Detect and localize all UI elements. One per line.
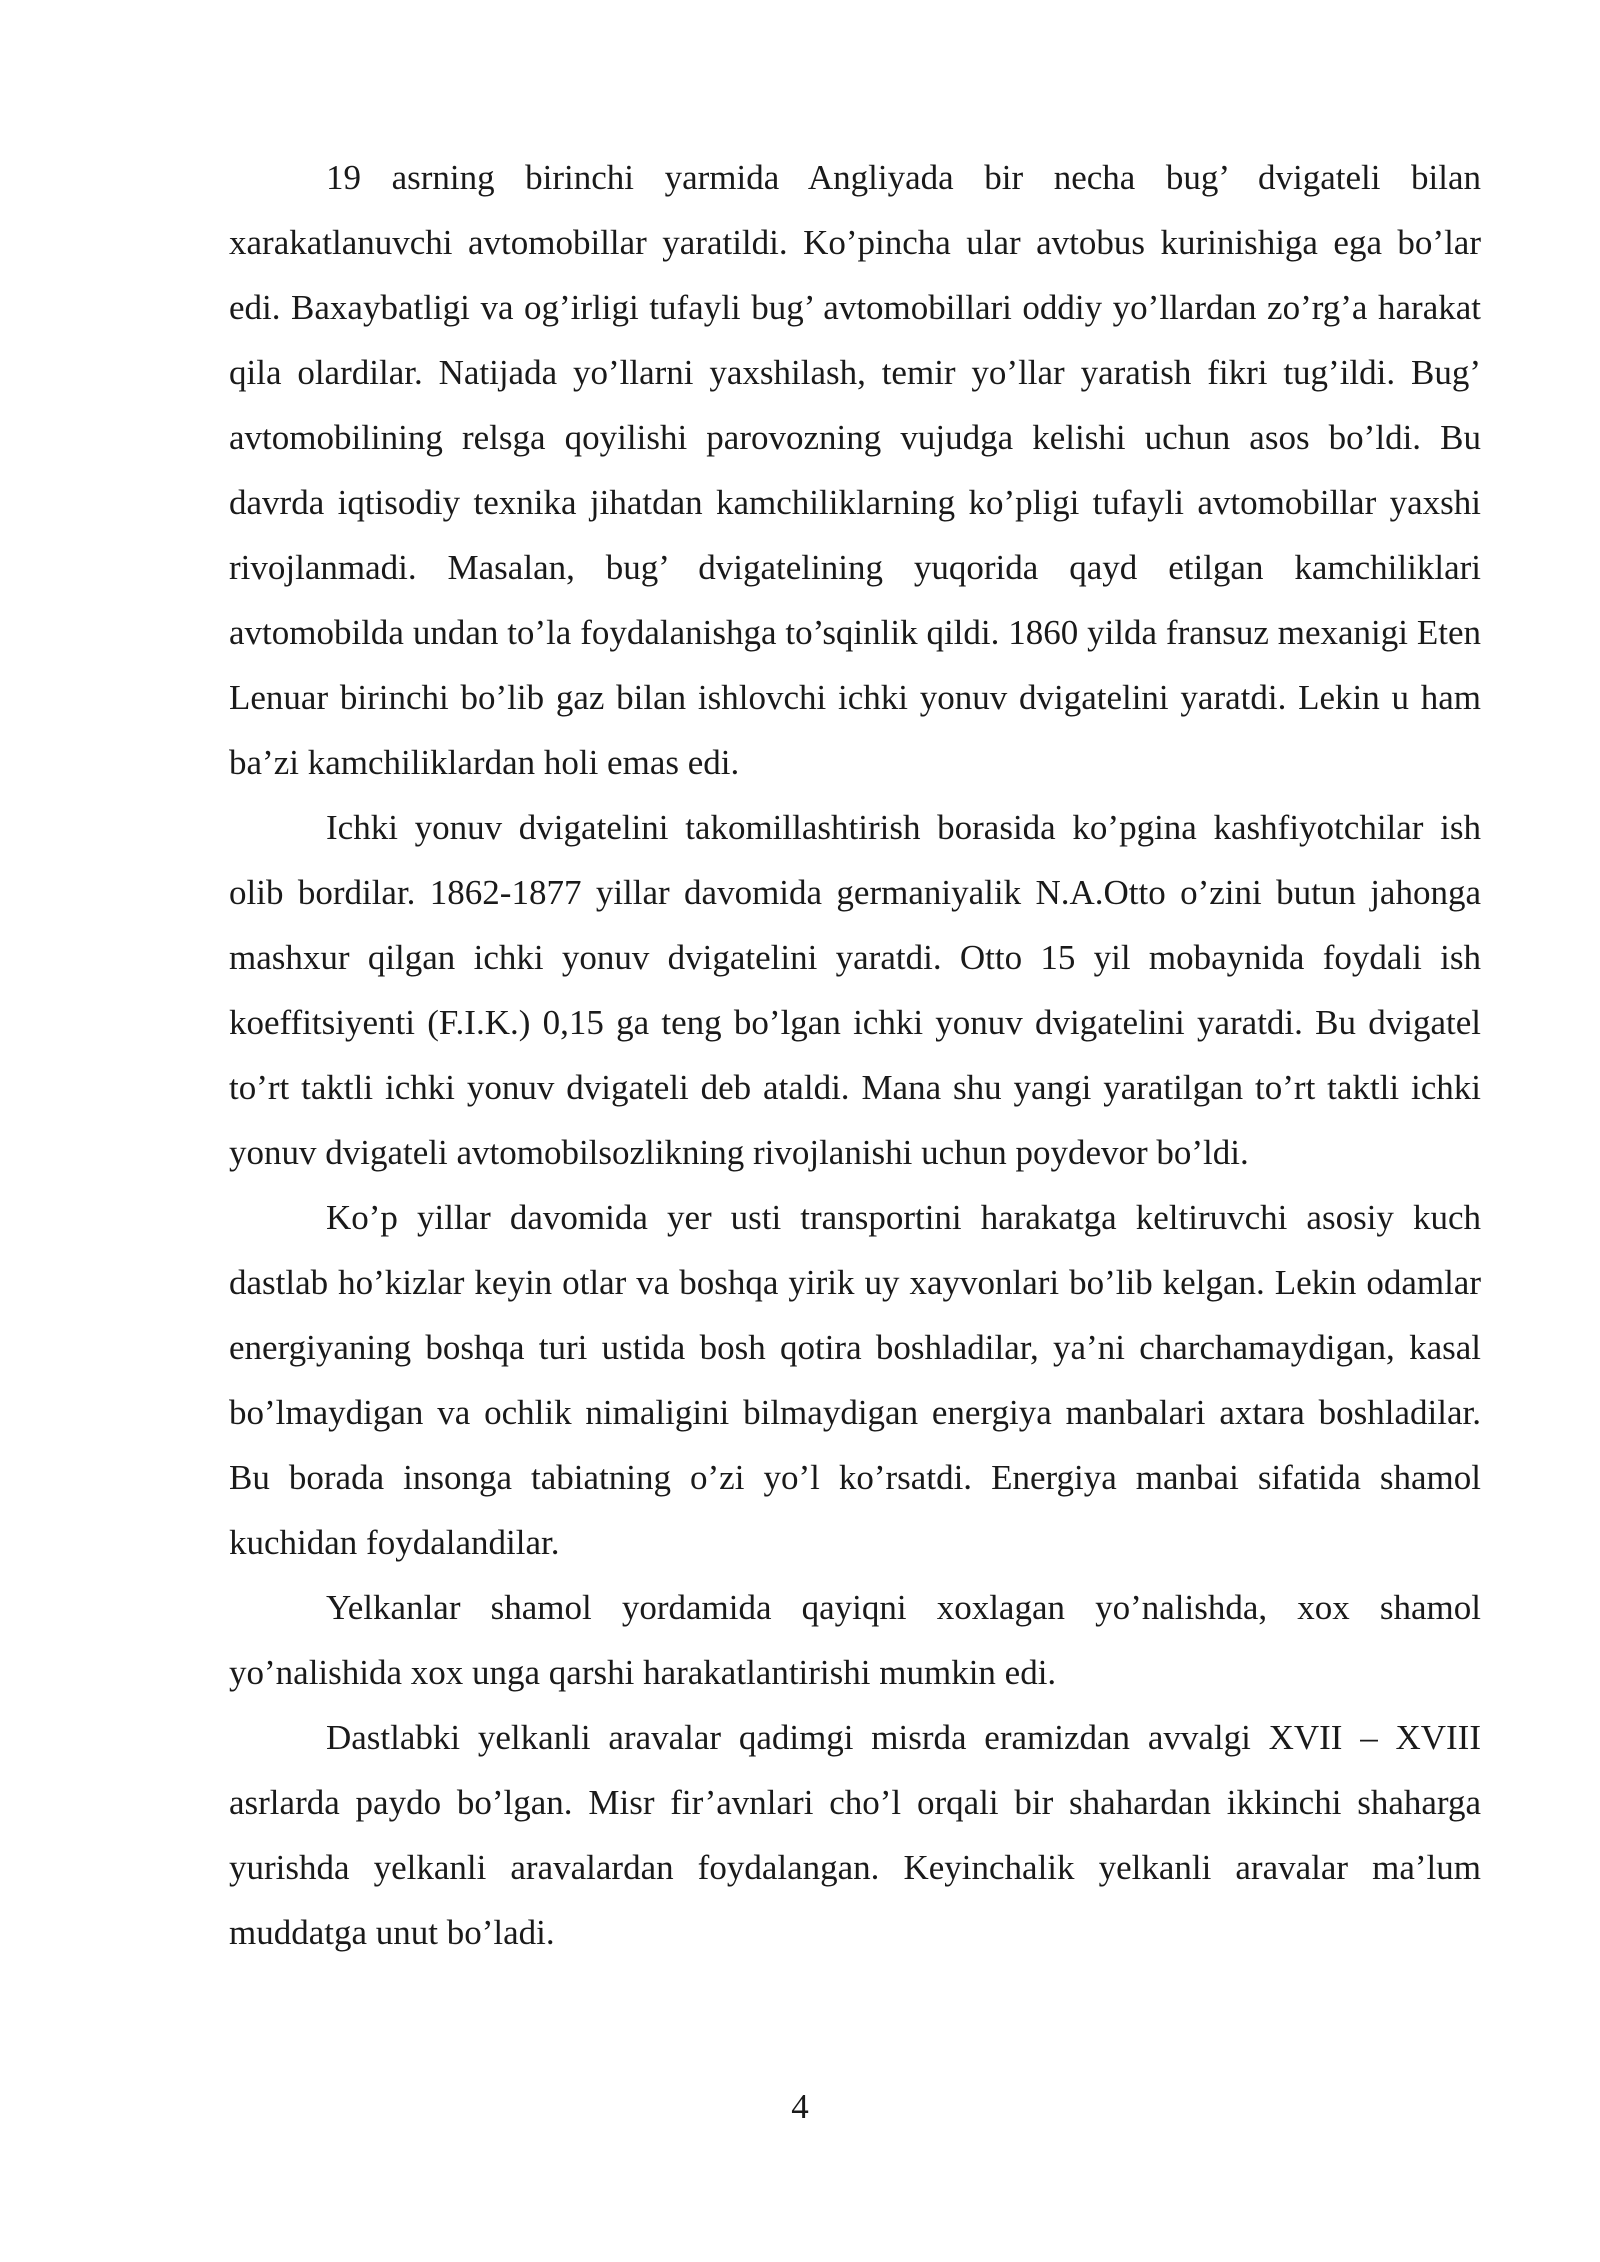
paragraph: Yelkanlar shamol yordamida qayiqni xoxlagan yo’nalishda, xox shamol yo’nalishida xox unga qarshi harakatlantirishi mumkin edi.	[229, 1588, 1481, 1692]
paragraph: Ko’p yillar davomida yer usti transportini harakatga keltiruvchi asosiy kuch dastlab ho’kizlar keyin otlar va boshqa yirik uy xayvonlari bo’lib kelgan. Lekin odamlar energiyaning boshqa turi ustida bosh qotira boshladilar, ya’ni charchamaydigan, kasal bo’lmaydigan va ochlik nimaligini bilmaydigan energiya manbalari axtara boshladilar. Bu borada insonga tabiatning o’zi yo’l ko’rsatdi. Energiya manbai sifatida shamol kuchidan foydalandilar.	[229, 1198, 1481, 1562]
page-number: 4	[791, 2087, 809, 2126]
body-text	[229, 145, 1481, 1965]
paragraph: Dastlabki yelkanli aravalar qadimgi misrda eramizdan avvalgi XVII – XVIII asrlarda paydo bo’lgan. Misr fir’avnlari cho’l orqali bir shahardan ikkinchi shaharga yurishda yelkanli aravalardan foydalangan. Keyinchalik yelkanli aravalar ma’lum muddatga unut bo’ladi.	[229, 1718, 1481, 1952]
paragraph: 19 asrning birinchi yarmida Angliyada bir necha bug’ dvigateli bilan xarakatlanuvchi avtomobillar yaratildi. Ko’pincha ular avtobus kurinishiga ega bo’lar edi. Baxaybatligi va og’irligi tufayli bug’ avtomobillari oddiy yo’llardan zo’rg’a harakat qila olardilar. Natijada yo’llarni yaxshilash, temir yo’llar yaratish fikri tug’ildi. Bug’ avtomobilining relsga qoyilishi parovozning vujudga kelishi uchun asos bo’ldi. Bu davrda iqtisodiy texnika jihatdan kamchiliklarning ko’pligi tufayli avtomobillar yaxshi rivojlanmadi. Masalan, bug’ dvigatelining yuqorida qayd etilgan kamchiliklari avtomobilda undan to’la foydalanishga to’sqinlik qildi. 1860 yilda fransuz mexanigi Eten Lenuar birinchi bo’lib gaz bilan ishlovchi ichki yonuv dvigatelini yaratdi. Lekin u ham ba’zi kamchiliklardan holi emas edi.	[229, 158, 1481, 782]
paragraph: Ichki yonuv dvigatelini takomillashtirish borasida ko’pgina kashfiyotchilar ish olib bordilar. 1862-1877 yillar davomida germaniyalik N.A.Otto o’zini butun jahonga mashxur qilgan ichki yonuv dvigatelini yaratdi. Otto 15 yil mobaynida foydali ish koeffitsiyenti (F.I.K.) 0,15 ga teng bo’lgan ichki yonuv dvigatelini yaratdi. Bu dvigatel to’rt taktli ichki yonuv dvigateli deb ataldi. Mana shu yangi yaratilgan to’rt taktli ichki yonuv dvigateli avtomobilsozlikning rivojlanishi uchun poydevor bo’ldi.	[229, 808, 1481, 1172]
